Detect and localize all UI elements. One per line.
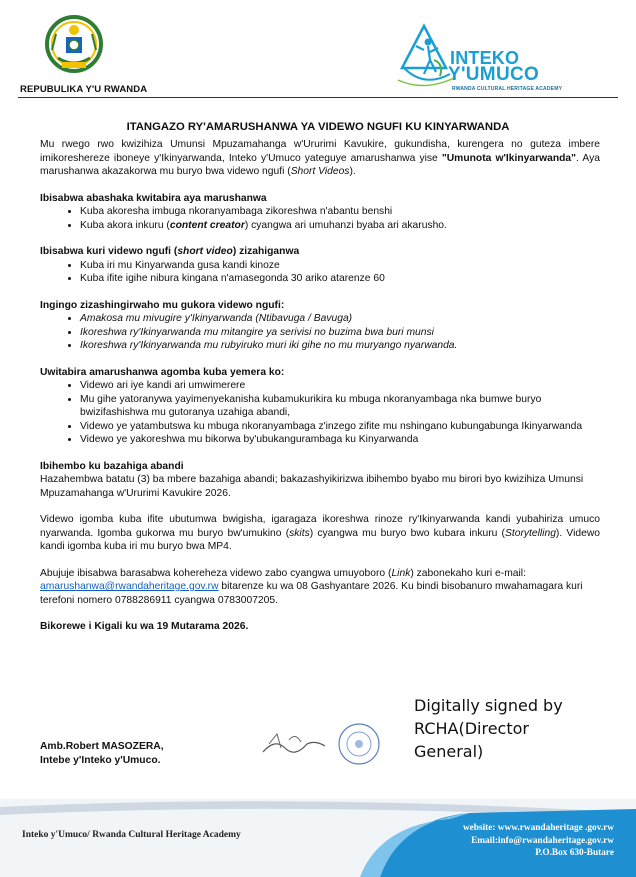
footer-po-box: P.O.Box 630-Butare xyxy=(535,848,614,858)
footer-organization: Inteko y'Umuco/ Rwanda Cultural Heritage Academy xyxy=(22,830,241,840)
agreement-list xyxy=(40,379,600,447)
digital-signature-note: Digitally signed by RCHA(Director General) xyxy=(414,696,563,761)
submission-email-link[interactable]: amarushanwa@rwandaheritage.gov.rw xyxy=(40,581,219,592)
republic-name: REPUBULIKA Y'U RWANDA xyxy=(20,84,148,95)
document-body xyxy=(40,138,600,634)
video-requirements-list xyxy=(40,259,600,286)
inteko-logo-figure-icon xyxy=(394,22,456,94)
date-line: Bikorewe i Kigali ku wa 19 Mutarama 2026. xyxy=(40,621,249,632)
header-divider xyxy=(18,97,618,98)
list-item: • Amakosa mu mivugire y'Ikinyarwanda (Ntibavuga / Bavuga) xyxy=(80,312,600,326)
prizes-paragraph: Hazahembwa batatu (3) ba mbere bazahiga abandi; bakazashyikirizwa ibihembo byabo mu birori byo kwizihiza Umunsi Mpuzamahanga w'Ururimi Kavukire 2026. xyxy=(40,474,584,499)
list-item: • Ikoreshwa ry'Ikinyarwanda mu rubyiruko muri iki gihe no mu muryango nyarwanda. xyxy=(80,339,600,353)
signature-and-stamp-icon xyxy=(255,714,385,774)
signer-block xyxy=(40,740,164,768)
section-agreement-heading: Uwitabira amarushanwa agomba kuba yemera ko: xyxy=(40,366,285,378)
submission-paragraph: Abujuje ibisabwa barasabwa kohereheza videwo zabo cyangwa umuyoboro (Link) zabonekaho kuri e-mail: amarushanwa@rwandaheritage.gov.rw bitarenze ku wa 08 Gashyantare 2026. Ku bindi bisobanuro mwahamagara kuri terefoni nomero 0788286911 cyangwa 0783007205. xyxy=(40,567,583,606)
footer-website: website: www.rwandaheritage .gov.rw xyxy=(462,823,614,833)
list-item: • Kuba iri mu Kinyarwanda gusa kandi kinoze xyxy=(80,259,600,273)
intro-paragraph: Mu rwego rwo kwizihiza Umunsi Mpuzamahanga w'Ururimi Kavukire, gukundisha, kurengera no guteza imbere imikoreshereze iboneye y'Ikinyarwanda, Inteko y'Umuco yateguye amarushanwa yise "Umunota w'Ikinyarwanda". Aya marushanwa akazakorwa mu buryo bwa videwo ngufi (Short Videos). xyxy=(40,139,600,177)
logo-text-yumuco: Y'UMUCO xyxy=(448,64,540,85)
rwanda-coat-of-arms-icon xyxy=(44,14,104,76)
list-item: • Videwo ye yakoreshwa mu bikorwa by'ubukangurambaga ku Kinyarwanda xyxy=(80,433,600,447)
section-video-requirements-heading: Ibisabwa kuri videwo ngufi (short video) zizahiganwa xyxy=(40,246,300,257)
signer-title: Intebe y'Inteko y'Umuco. xyxy=(40,755,161,766)
requirements-list xyxy=(40,205,600,232)
footer-email: Email:info@rwandaheritage.gov.rw xyxy=(471,835,614,846)
section-criteria-heading: Ingingo zizashingirwaho mu gukora videwo ngufi: xyxy=(40,299,285,311)
footer-contacts xyxy=(463,822,614,860)
list-item: • Kuba akora inkuru (content creator) cyangwa ari umuhanzi byaba ari akarusho. xyxy=(80,219,600,233)
section-requirements-heading: Ibisabwa abashaka kwitabira aya marushanwa xyxy=(40,192,267,204)
list-item: • Mu gihe yatoranywa yayimenyekanisha kubamukurikira ku mbuga nkoranyambaga nka bumwe buryo bwizifashishwa mu gutoranya uzahiga abandi, xyxy=(80,393,600,420)
list-item: • Ikoreshwa ry'Ikinyarwanda mu mitangire ya serivisi no buzima bwa buri munsi xyxy=(80,326,600,340)
list-item: • Videwo ari iye kandi ari umwimerere xyxy=(80,379,600,393)
video-format-paragraph: Videwo igomba kuba ifite ubutumwa bwigisha, igaragaza ikoreshwa rinoze ry'Ikinyarwanda kandi yubahiriza umuco nyarwanda. Igomba gukorwa mu buryo bw'umukino (skits) cyangwa mu buryo bwo kubara inkuru (Storytelling). Videwo kandi igomba kuba iri mu buryo bwa MP4. xyxy=(40,514,600,552)
criteria-list xyxy=(40,312,600,353)
list-item: • Kuba ifite igihe nibura kingana n'amasegonda 30 ariko atarenze 60 xyxy=(80,272,600,286)
section-prizes-heading: Ibihembo ku bazahiga abandi xyxy=(40,460,184,472)
signer-name: Amb.Robert MASOZERA, xyxy=(40,741,164,752)
list-item: • Kuba akoresha imbuga nkoranyambaga zikoreshwa n'abantu benshi xyxy=(80,205,600,219)
logo-text-inteko: INTEKO xyxy=(450,48,520,68)
list-item: • Videwo ye yatambutswa ku mbuga nkoranyambaga z'inzego zifite mu nshingano kubungabunga Ikinyarwanda xyxy=(80,420,600,434)
document-title: ITANGAZO RY'AMARUSHANWA YA VIDEWO NGUFI KU KINYARWANDA xyxy=(126,121,510,133)
logo-tagline: RWANDA CULTURAL HERITAGE ACADEMY xyxy=(452,86,563,92)
